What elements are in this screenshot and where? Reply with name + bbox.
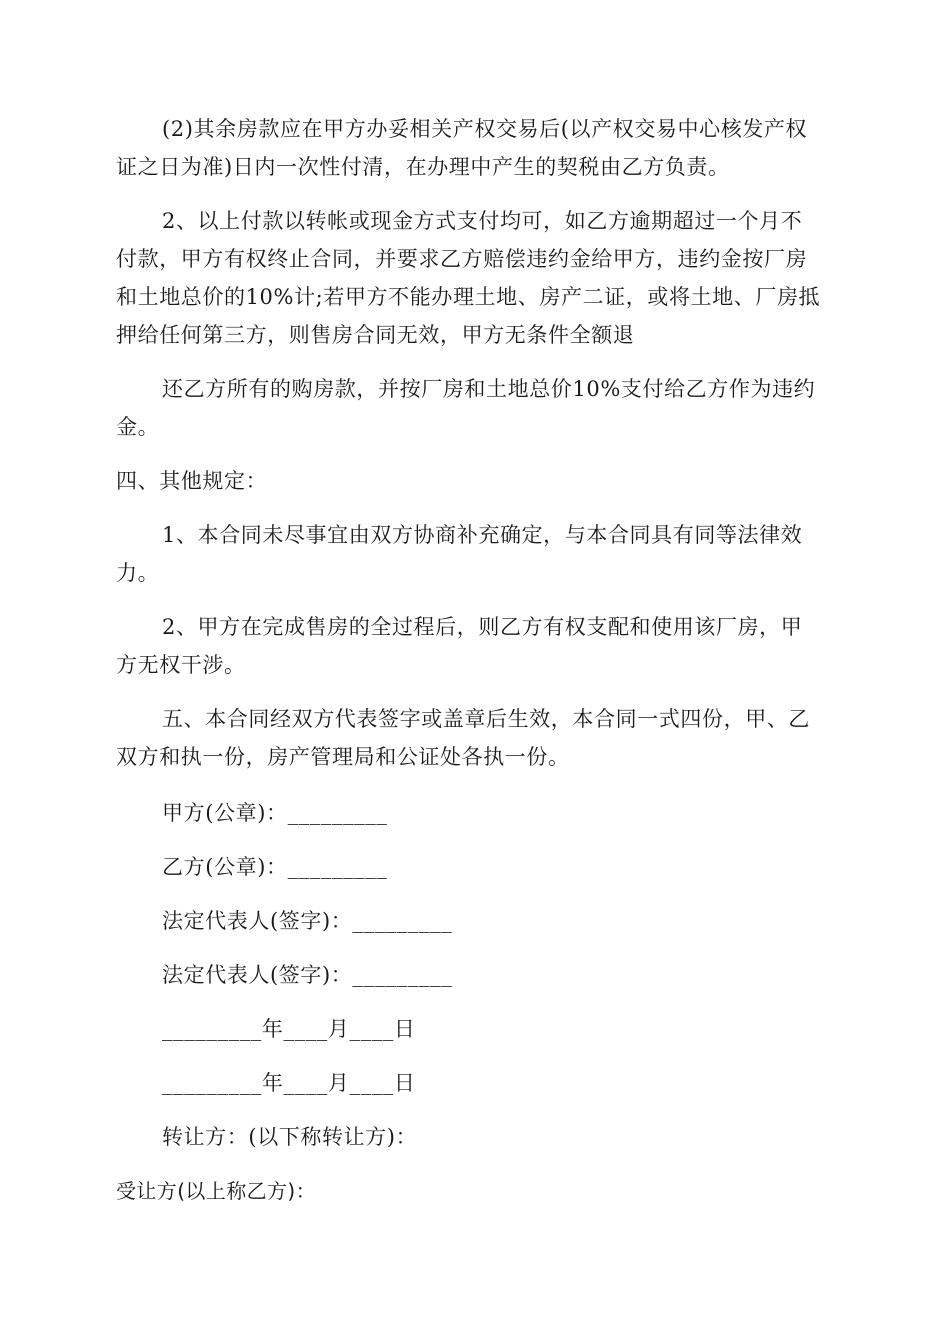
signature-representative: 法定代表人(签字)：_________	[162, 909, 453, 933]
paragraph-line: 2、以上付款以转帐或现金方式支付均可，如乙方逾期超过一个月不	[162, 209, 803, 233]
paragraph-line: 金。	[116, 415, 160, 439]
paragraph-line: 押给任何第三方，则售房合同无效，甲方无条件全额退	[116, 323, 635, 347]
paragraph-line: 双方和执一份，房产管理局和公证处各执一份。	[116, 745, 570, 769]
signature-party-b: 乙方(公章)：_________	[162, 855, 388, 879]
paragraph-line: 五、本合同经双方代表签字或盖章后生效，本合同一式四份，甲、乙	[162, 707, 810, 731]
signature-representative: 法定代表人(签字)：_________	[162, 963, 453, 987]
section-heading: 四、其他规定：	[116, 469, 268, 493]
paragraph-line: 还乙方所有的购房款，并按厂房和土地总价10%支付给乙方作为违约	[162, 377, 816, 401]
transferor-label: 转让方：(以下称转让方)：	[162, 1125, 418, 1149]
transferee-label: 受让方(以上称乙方)：	[116, 1179, 317, 1203]
signature-date: _________年____月____日	[162, 1071, 416, 1095]
paragraph-line: 付款，甲方有权终止合同，并要求乙方赔偿违约金给甲方，违约金按厂房	[116, 247, 808, 271]
paragraph-line: 方无权干涉。	[116, 653, 246, 677]
paragraph-line: (2)其余房款应在甲方办妥相关产权交易后(以产权交易中心核发产权	[162, 117, 808, 141]
paragraph-line: 2、甲方在完成售房的全过程后，则乙方有权支配和使用该厂房，甲	[162, 615, 803, 639]
paragraph-line: 证之日为准)日内一次性付清，在办理中产生的契税由乙方负责。	[116, 155, 730, 179]
signature-date: _________年____月____日	[162, 1017, 416, 1041]
paragraph-line: 1、本合同未尽事宜由双方协商补充确定，与本合同具有同等法律效	[162, 523, 803, 547]
paragraph-line: 力。	[116, 561, 160, 585]
signature-party-a: 甲方(公章)：_________	[162, 801, 388, 825]
paragraph-line: 和土地总价的10%计;若甲方不能办理土地、房产二证，或将土地、厂房抵	[116, 285, 821, 309]
